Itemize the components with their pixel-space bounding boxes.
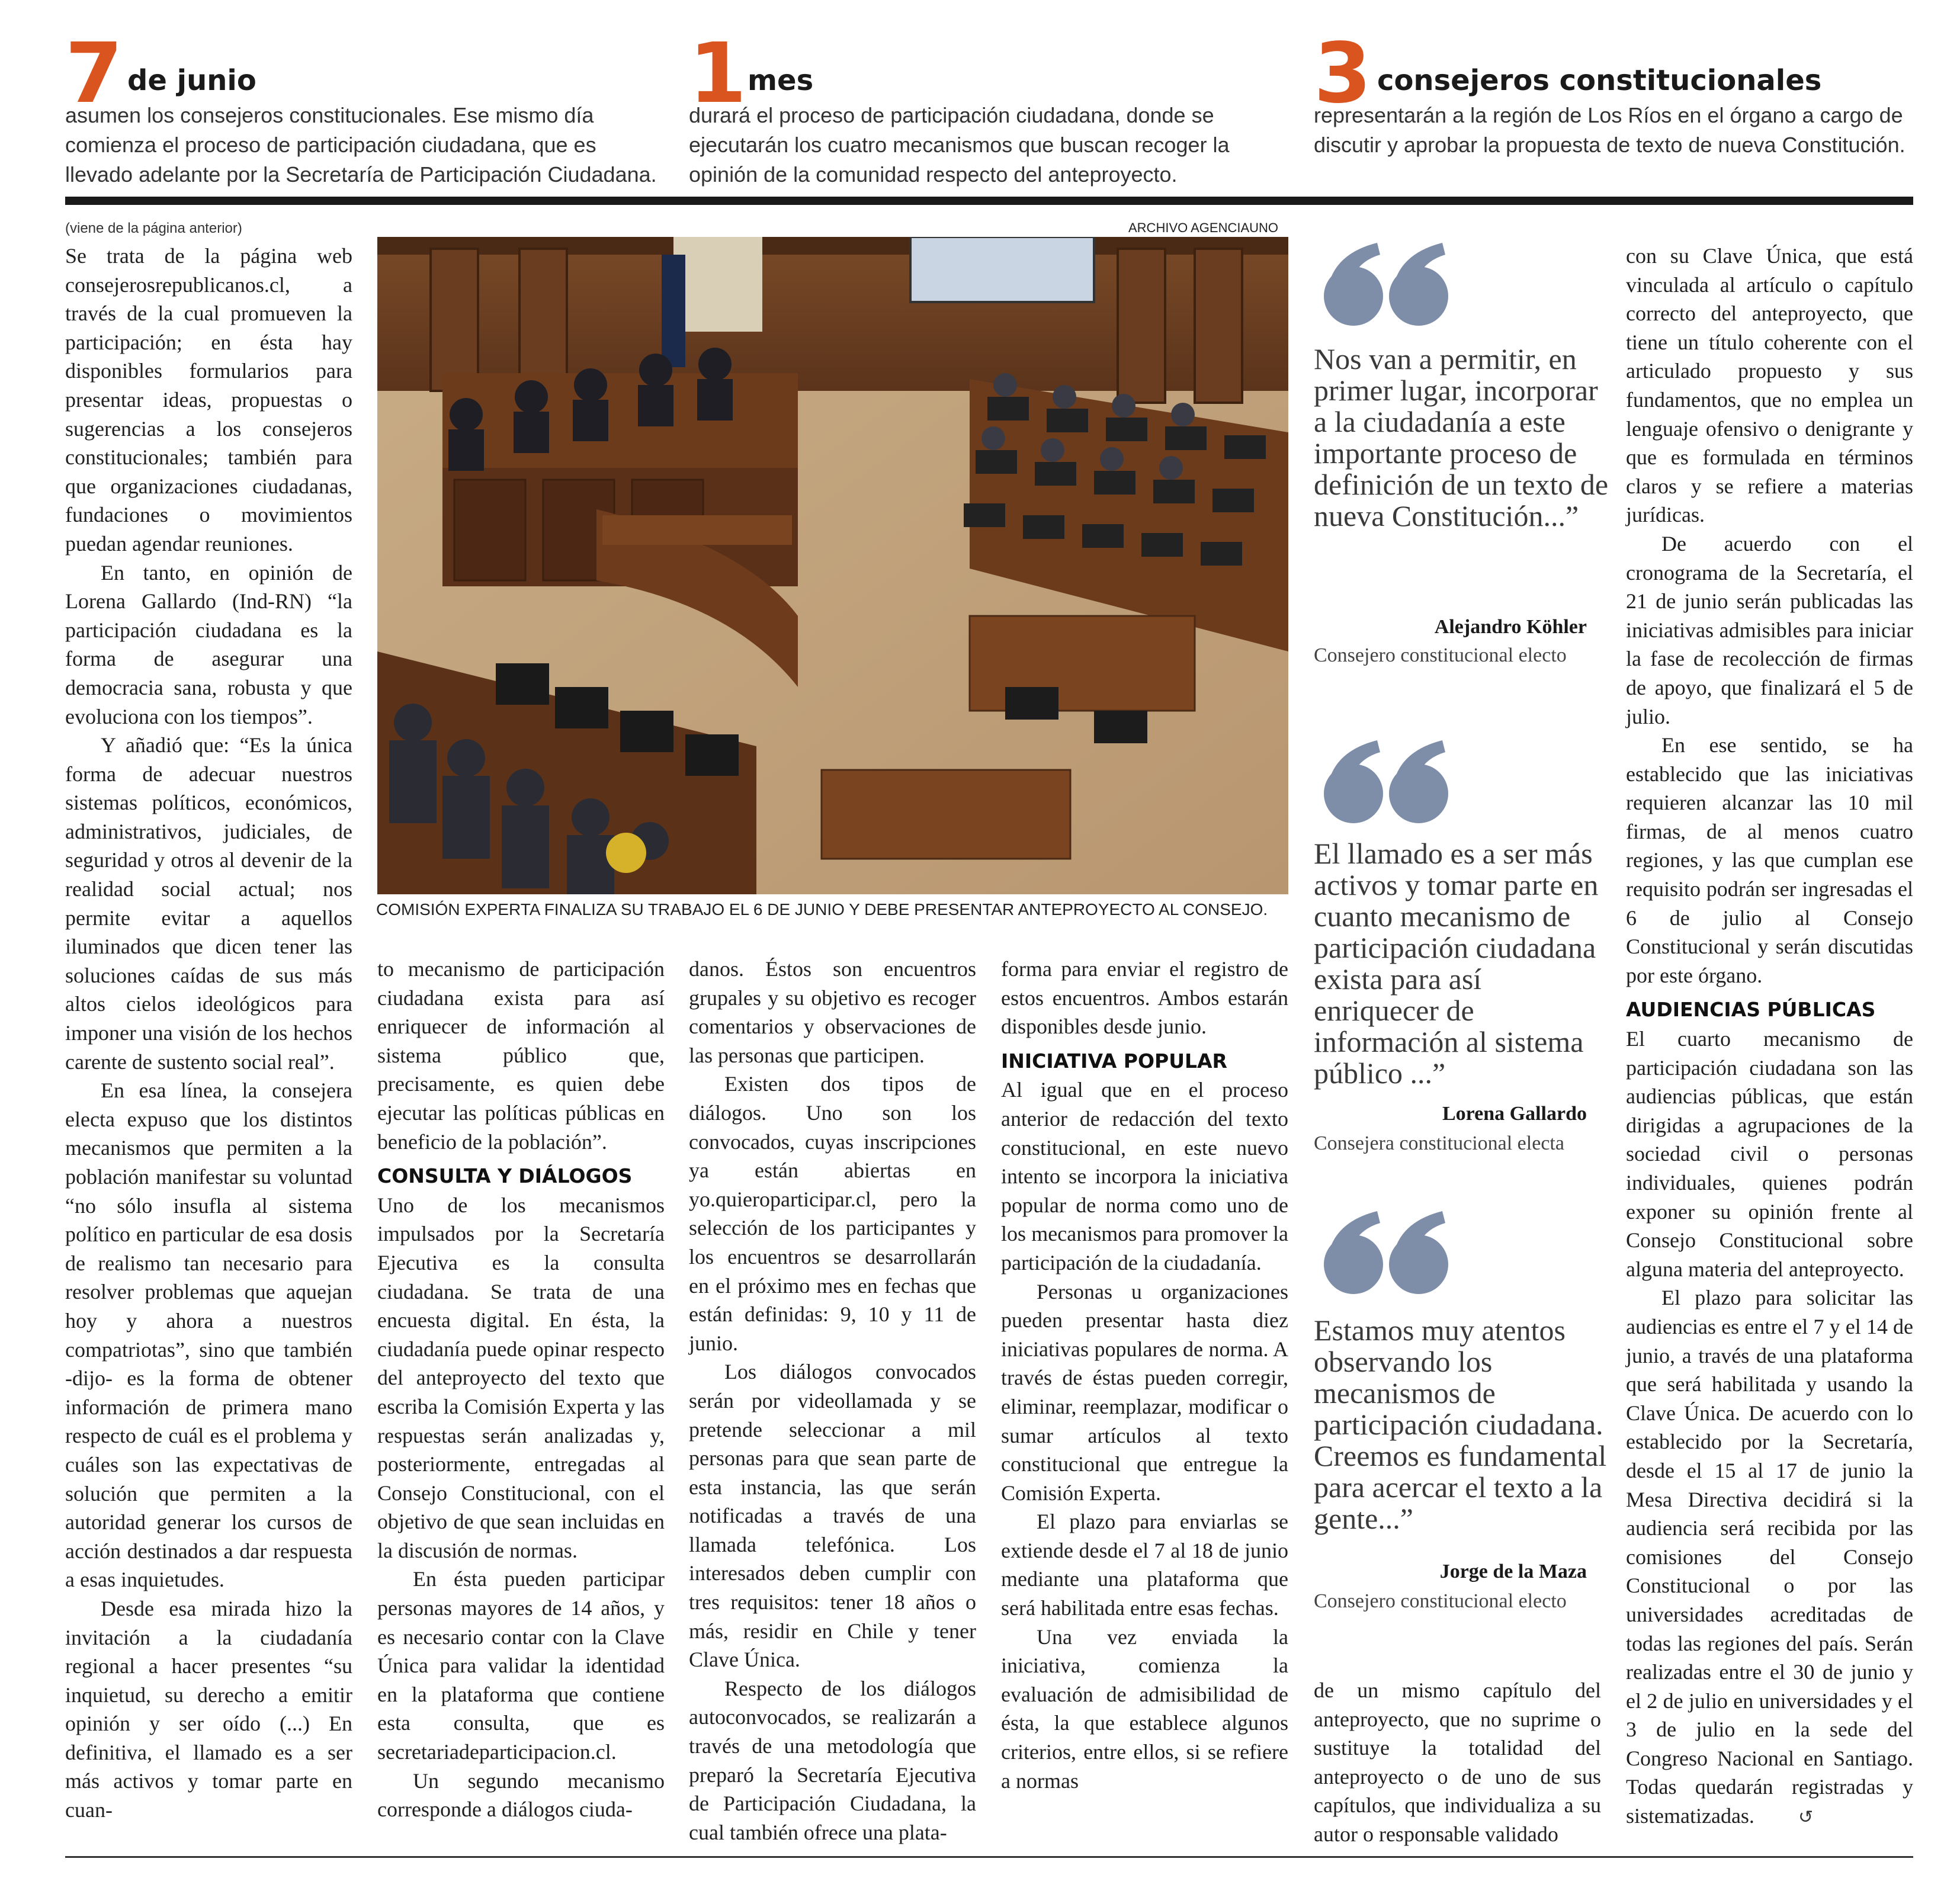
article-column-3 — [689, 955, 976, 1847]
photo-credit: ARCHIVO AGENCIAUNO — [1128, 220, 1279, 235]
stat-text: representarán a la región de Los Ríos en el órgano a cargo de discutir y aprobar la propuesta de texto de nueva Constitución. — [1314, 103, 1906, 157]
stat-title: consejeros constitucionales — [1377, 64, 1822, 97]
paragraph: De acuerdo con el cronograma de la Secretaría, el 21 de junio serán publicadas las iniciativas admisibles para iniciar la fase de recolección de firmas de apoyo, que finalizará el 5 de julio. — [1626, 531, 1913, 728]
quote-text: Estamos muy atentos observando los mecanismos de participación ciudadana. Creemos es fundamental para acercar el texto a la gente...” — [1314, 1314, 1607, 1535]
paragraph: Un segundo mecanismo corresponde a diálogos ciuda- — [377, 1768, 665, 1822]
stat-title: de junio — [127, 64, 256, 97]
end-of-article-icon: ↺ — [1798, 1807, 1814, 1828]
quote-author-role: Consejera constitucional electa — [1314, 1132, 1564, 1154]
paragraph: Uno de los mecanismos impulsados por la Secretaría Ejecutiva es la consulta ciudadana. Se trata de una encuesta digital. En ésta, la ciudadanía puede opinar respecto del anteproyecto del texto que escriba la Comisión Experta y las respuestas serán analizadas y, posteriormente, entregadas al Consejo Constitucional, con el objetivo de que sean incluidas en la discusión de normas. — [377, 1193, 665, 1562]
header-rule — [65, 197, 1913, 205]
stat-number: 7 — [65, 25, 123, 122]
chamber-illustration — [377, 237, 1288, 894]
paragraph: En ésta pueden participar personas mayores de 14 años, y es necesario contar con la Clave Única para validar la identidad en la plataforma que contiene esta consulta, que es secretariadeparticipacion.cl. — [377, 1567, 665, 1764]
quote-mark-icon — [1321, 737, 1457, 826]
article-column-4 — [1001, 955, 1288, 1795]
quote-author: Lorena Gallardo — [1442, 1103, 1587, 1125]
paragraph: to mecanismo de participación ciudadana exista para así enriquecer de información al sistema público que, precisamente, es quien debe ejecutar las políticas públicas en beneficio de la población”. — [377, 957, 665, 1154]
quote-author: Alejandro Köhler — [1434, 616, 1587, 638]
stat-text: durará el proceso de participación ciudadana, donde se ejecutarán los cuatro mecanismos que buscan recoger la opinión de la comunidad respecto del anteproyecto. — [689, 103, 1230, 187]
section-heading-audiencias: AUDIENCIAS PÚBLICAS — [1626, 998, 1876, 1022]
previous-page-note: (viene de la página anterior) — [65, 220, 242, 236]
quote-mark-icon — [1321, 240, 1457, 329]
stat-number: 3 — [1314, 25, 1372, 122]
section-heading-iniciativa: INICIATIVA POPULAR — [1001, 1049, 1227, 1073]
paragraph: En tanto, en opinión de Lorena Gallardo (Ind-RN) “la participación ciudadana es la forma de asegurar una democracia sana, robusta y que evoluciona con los tiempos”. — [65, 560, 352, 728]
article-column-6 — [1626, 242, 1913, 1832]
paragraph: con su Clave Única, que está vinculada al artículo o capítulo correcto del anteproyecto, que tiene un título coherente con el articulado propuesto y sus fundamentos, que no emplea un lenguaje ofensivo o denigrante y que es formulada en términos claros y se refiere a materias jurídicas. — [1626, 244, 1913, 527]
section-heading-consulta: CONSULTA Y DIÁLOGOS — [377, 1164, 633, 1188]
paragraph: El plazo para enviarlas se extiende desde el 7 al 18 de junio mediante una plataforma que será habilitada entre esas fechas. — [1001, 1510, 1288, 1620]
photo-congress-chamber — [377, 237, 1288, 894]
stat-title: mes — [748, 64, 814, 97]
paragraph: danos. Éstos son encuentros grupales y su objetivo es recoger comentarios y observaciones de las personas que participen. — [689, 957, 976, 1067]
paragraph — [1626, 1283, 1913, 1832]
paragraph: Una vez enviada la iniciativa, comienza la evaluación de admisibilidad de ésta, la que establece algunos criterios, entre ellos, si se refiere a normas — [1001, 1625, 1288, 1793]
paragraph: forma para enviar el registro de estos encuentros. Ambos estarán disponibles desde junio. — [1001, 957, 1288, 1039]
paragraph: Desde esa mirada hizo la invitación a la ciudadanía regional a hacer presentes “su inquietud, su derecho a emitir opinión y ser oído (...) En definitiva, el llamado es a ser más activos y tomar parte en cuan- — [65, 1596, 352, 1822]
paragraph: Personas u organizaciones pueden presentar hasta diez iniciativas populares de norma. A través de éstas pueden corregir, eliminar, reemplazar, modificar o sumar artículos al texto constitucional que entregue la Comisión Experta. — [1001, 1279, 1288, 1505]
paragraph: Los diálogos convocados serán por videollamada y se pretende seleccionar a mil personas para que sean parte de esta instancia, las que serán notificadas a través de una llamada telefónica. Los interesados deben cumplir con tres requisitos: tener 18 años o más, residir en Chile y tener Clave Única. — [689, 1360, 976, 1672]
paragraph: Existen dos tipos de diálogos. Uno son los convocados, cuyas inscripciones ya están abiertas en yo.quieroparticipar.cl, pero la selección de los participantes y los encuentros se desarrollarán en el próximo mes en fechas que están definidas: 9, 10 y 11 de junio. — [689, 1072, 976, 1355]
paragraph: El cuarto mecanismo de participación ciudadana son las audiencias públicas, que están dirigidas a agrupaciones de la sociedad civil o personas individuales, quienes podrán exponer su opinión frente al Consejo Constitucional sobre alguna materia del anteproyecto. — [1626, 1027, 1913, 1281]
paragraph: Al igual que en el proceso anterior de redacción del texto constitucional, en este nuevo intento se incorpora la iniciativa popular de norma como uno de los mecanismos para promover la participación de la ciudadanía. — [1001, 1078, 1288, 1275]
quote-author-role: Consejero constitucional electo — [1314, 644, 1567, 666]
quote-text: Nos van a permitir, en primer lugar, incorporar a la ciudadanía a este importante proceso de definición de un texto de nueva Constitución...” — [1314, 342, 1609, 532]
paragraph: Respecto de los diálogos autoconvocados, se realizarán a través de una metodología que preparó la Secretaría Ejecutiva de Participación Ciudadana, la cual también ofrece una plata- — [689, 1676, 976, 1844]
photo-caption: COMISIÓN EXPERTA FINALIZA SU TRABAJO EL 6 DE JUNIO Y DEBE PRESENTAR ANTEPROYECTO AL CONSEJO. — [376, 900, 1268, 919]
quote-mark-icon — [1321, 1208, 1457, 1297]
paragraph: Se trata de la página web consejerosrepublicanos.cl, a través de la cual promueven la participación; en ésta hay disponibles formularios para presentar ideas, propuestas o sugerencias a los consejeros constitucionales; también para que organizaciones ciudadanas, fundaciones o movimientos puedan agendar reuniones. — [65, 244, 352, 556]
paragraph: En ese sentido, se ha establecido que las iniciativas requieren alcanzar las 10 mil firmas, de al menos cuatro regiones, y las que cumplan ese requisito podrán ser ingresadas el 6 de julio al Consejo Constitucional y serán discutidas por este órgano. — [1626, 733, 1913, 987]
quote-author-role: Consejero constitucional electo — [1314, 1590, 1567, 1612]
quote-text: El llamado es a ser más activos y tomar parte en cuanto mecanismo de participación ciudadana exista para así enriquecer de información al sistema público ...” — [1314, 837, 1599, 1090]
quote-author: Jorge de la Maza — [1439, 1561, 1587, 1582]
paragraph: de un mismo capítulo del anteproyecto, que no suprime o sustituye la totalidad del anteproyecto o de uno de sus capítulos, que individualiza a su autor o responsable validado — [1314, 1678, 1601, 1846]
stat-number: 1 — [689, 25, 747, 122]
paragraph: En esa línea, la consejera electa expuso que los distintos mecanismos que permiten a la población manifestar su voluntad “no sólo insufla al sistema político en particular de esa dosis de realismo tan necesario para resolver problemas que aquejan hoy y ahora a nuestros compatriotas”, sino que también -dijo- es la forma de obtener información de primera mano respecto de cuál es el problema y cuáles son las expectativas de solución que permiten a la autoridad generar los cursos de acción destinados a dar respuesta a esas inquietudes. — [65, 1078, 352, 1592]
article-column-5 — [1314, 1676, 1601, 1849]
bottom-rule — [65, 1856, 1913, 1858]
stat-text: asumen los consejeros constitucionales. Ese mismo día comienza el proceso de participación ciudadana, que es llevado adelante por la Secretaría de Participación Ciudadana. — [65, 103, 657, 187]
paragraph-text: El plazo para solicitar las audiencias es entre el 7 y el 14 de junio, a través de una plataforma que será habilitada y usando la Clave Única. De acuerdo con lo establecido por la Secretaría, desde el 15 al 17 de junio la Mesa Directiva decidirá si la audiencia será recibida por las comisiones del Consejo Constitucional o por las universidades acreditadas de todas las regiones del país. Serán realizadas entre el 30 de junio y el 2 de julio en universidades y el 3 de julio en la sede del Congreso Nacional en Santiago. Todas quedarán registradas y sistematizadas. — [1626, 1286, 1913, 1828]
article-column-1 — [65, 242, 352, 1825]
article-column-2 — [377, 955, 665, 1824]
paragraph: Y añadió que: “Es la única forma de adecuar nuestros sistemas políticos, económicos, administrativos, judiciales, de seguridad y otros al devenir de la realidad social actual; nos permite evitar a aquellos iluminados que dicen tener las soluciones caídas de sus más altos cielos ideológicos para imponer una visión de los hechos carente de sustento social real”. — [65, 733, 352, 1074]
